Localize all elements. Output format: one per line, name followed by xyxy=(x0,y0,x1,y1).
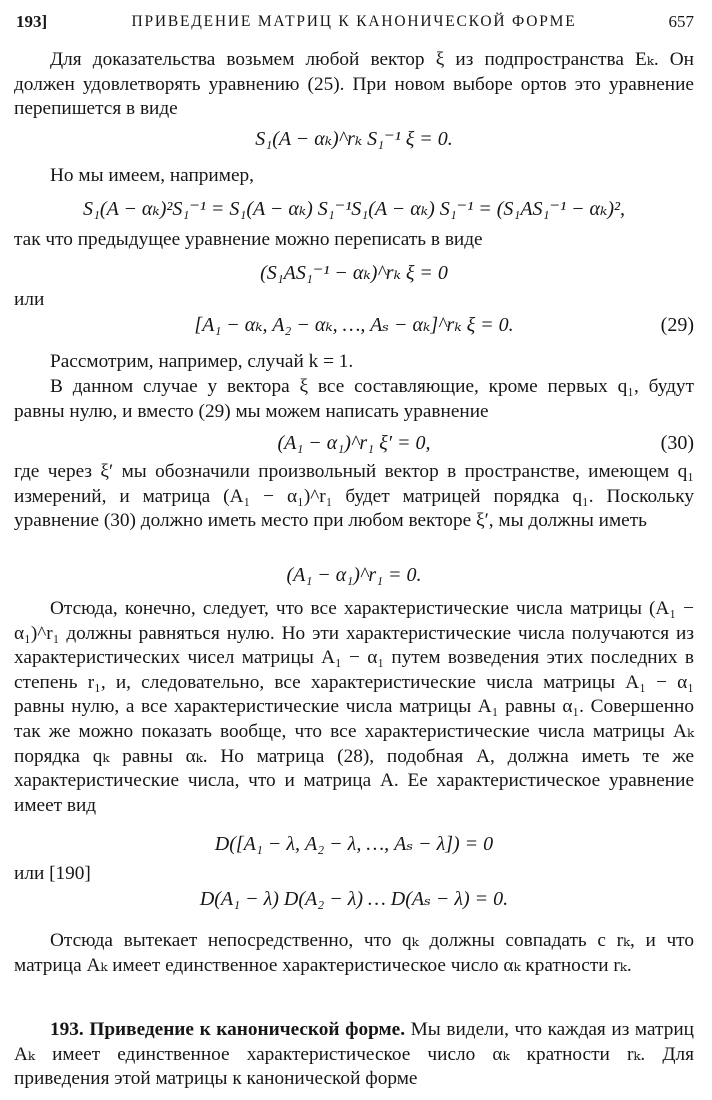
running-title: ПРИВЕДЕНИЕ МАТРИЦ К КАНОНИЧЕСКОЙ ФОРМЕ xyxy=(131,13,577,30)
equation-29-number: (29) xyxy=(660,314,694,336)
paragraph-conclusion: Отсюда вытекает непосредственно, что qₖ должны совпадать с rₖ, и что матрица Aₖ имеет единственное характеристическое число αₖ кратности rₖ. xyxy=(14,930,694,976)
equation-30-body: (A₁ − α₁)^r₁ ξ′ = 0, xyxy=(277,432,431,454)
page-number: 657 xyxy=(668,12,694,31)
book-page xyxy=(14,0,694,1100)
word-or: или xyxy=(14,289,45,310)
equation-30-number: (30) xyxy=(660,432,694,454)
paragraph-components: В данном случае у вектора ξ все составляющие, кроме первых q₁, будут равны нулю, и вместо (29) мы можем написать уравнение xyxy=(14,376,694,422)
running-header xyxy=(14,10,694,34)
equation-29 xyxy=(14,310,694,340)
paragraph-but-we-have: Но мы имеем, например, xyxy=(50,165,254,186)
equation-29-body: [A₁ − αₖ, A₂ − αₖ, …, Aₛ − αₖ]^rₖ ξ = 0. xyxy=(194,314,514,336)
equation-30 xyxy=(14,428,694,458)
equation-determinant-product: D(A₁ − λ) D(A₂ − λ) … D(Aₛ − λ) = 0. xyxy=(199,888,509,910)
equation-power-zero: (A₁ − α₁)^r₁ = 0. xyxy=(286,564,422,586)
section-193 xyxy=(14,1018,694,1092)
paragraph-characteristic-numbers: Отсюда, конечно, следует, что все характеристические числа матрицы (A₁ − α₁)^r₁ должны равняться нулю. Но эти характеристические числа получаются из характеристических чисел матрицы A₁ − α₁ путем возведения этих последних в степень r₁, и, следовательно, все характеристические числа матрицы A₁ − α₁ равны нулю, а все характеристические числа матрицы A₁ равны α₁. Совершенно так же можно показать вообще, что все характеристические числа матрицы Aₖ порядка qₖ равны αₖ. Но матрица (28), подобная A, должна иметь те же характеристические числа, что и матрица A. Ее характеристическое уравнение имеет вид xyxy=(14,598,694,816)
equation-characteristic: D([A₁ − λ, A₂ − λ, …, Aₛ − λ]) = 0 xyxy=(214,833,494,855)
section-heading: 193. Приведение к канонической форме. xyxy=(50,1019,406,1040)
section-number: 193] xyxy=(16,12,48,31)
paragraph-rewrite: так что предыдущее уравнение можно переписать в виде xyxy=(14,229,483,250)
equation-transformed: S₁(A − αₖ)^rₖ S₁⁻¹ ξ = 0. xyxy=(255,128,453,150)
paragraph-proof-intro: Для доказательства возьмем любой вектор ξ из подпространства Eₖ. Он должен удовлетворять уравнению (25). При новом выборе ортов это уравнение перепишется в виде xyxy=(14,49,694,120)
word-or-ref: или [190] xyxy=(14,863,91,884)
paragraph-arbitrary-vector: где через ξ′ мы обозначили произвольный вектор в пространстве, имеющем q₁ измерений, и матрица (A₁ − α₁)^r₁ будет матрицей порядка q₁. Поскольку уравнение (30) должно иметь место при любом векторе ξ′, мы должны иметь xyxy=(14,461,694,532)
paragraph-case-k1: Рассмотрим, например, случай k = 1. xyxy=(50,351,354,372)
equation-square-identity: S₁(A − αₖ)²S₁⁻¹ = S₁(A − αₖ) S₁⁻¹S₁(A − αₖ) S₁⁻¹ = (S₁AS₁⁻¹ − αₖ)², xyxy=(82,198,626,220)
equation-rewritten: (S₁AS₁⁻¹ − αₖ)^rₖ ξ = 0 xyxy=(260,262,448,284)
section-text: Мы видели, что каждая из матриц Aₖ имеет единственное характеристическое число αₖ кратности rₖ. Для приведения этой матрицы к канонической форме xyxy=(14,1019,694,1090)
